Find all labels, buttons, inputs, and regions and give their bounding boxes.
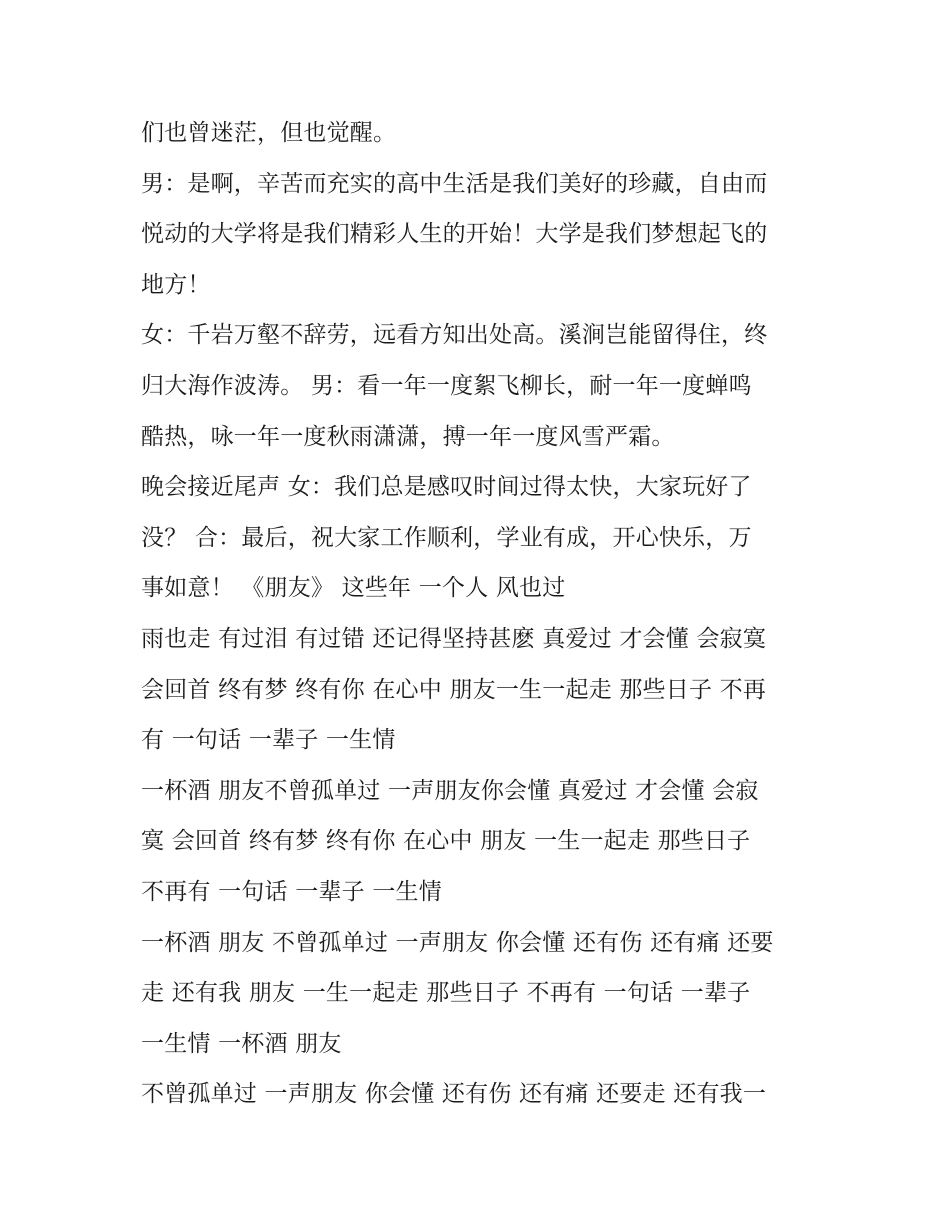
text-line-9: 没？ 合：最后，祝大家工作顺利，学业有成，开心快乐，万	[141, 524, 752, 551]
text-line-6: 归大海作波涛。 男：看一年一度絮飞柳长，耐一年一度蝉鸣	[141, 372, 752, 399]
text-line-13: 有 一句话 一辈子 一生情	[141, 727, 396, 754]
text-line-18: 走 还有我 朋友 一生一起走 那些日子 不再有 一句话 一辈子	[141, 980, 751, 1007]
text-line-1: 们也曾迷茫，但也觉醒。	[141, 120, 397, 146]
text-line-3: 悦动的大学将是我们精彩人生的开始！大学是我们梦想起飞的	[141, 221, 768, 248]
text-line-10: 事如意！ 《朋友》 这些年 一个人 风也过	[141, 575, 566, 602]
text-line-17: 一杯酒 朋友 不曾孤单过 一声朋友 你会懂 还有伤 还有痛 还要	[141, 929, 774, 956]
text-line-7: 酷热，咏一年一度秋雨潇潇，搏一年一度风雪严霜。	[141, 423, 675, 450]
text-line-5: 女：千岩万壑不辞劳，远看方知出处高。溪涧岂能留得住，终	[141, 322, 768, 349]
text-line-16: 不再有 一句话 一辈子 一生情	[141, 878, 442, 905]
text-line-15: 寞 会回首 终有梦 终有你 在心中 朋友 一生一起走 那些日子	[141, 828, 751, 855]
text-line-19: 一生情 一杯酒 朋友	[141, 1030, 342, 1057]
document-text-body	[141, 108, 821, 1120]
text-line-20: 不曾孤单过 一声朋友 你会懂 还有伤 还有痛 还要走 还有我一	[141, 1081, 767, 1108]
text-line-2: 男：是啊，辛苦而充实的高中生活是我们美好的珍藏，自由而	[141, 170, 768, 197]
text-line-11: 雨也走 有过泪 有过错 还记得坚持甚麽 真爱过 才会懂 会寂寞	[141, 625, 767, 652]
text-line-4: 地方！	[141, 271, 211, 298]
text-line-8: 晚会接近尾声 女：我们总是感叹时间过得太快，大家玩好了	[141, 474, 752, 501]
text-line-14: 一杯酒 朋友不曾孤单过 一声朋友你会懂 真爱过 才会懂 会寂	[141, 777, 759, 804]
text-line-12: 会回首 终有梦 终有你 在心中 朋友一生一起走 那些日子 不再	[141, 676, 767, 703]
